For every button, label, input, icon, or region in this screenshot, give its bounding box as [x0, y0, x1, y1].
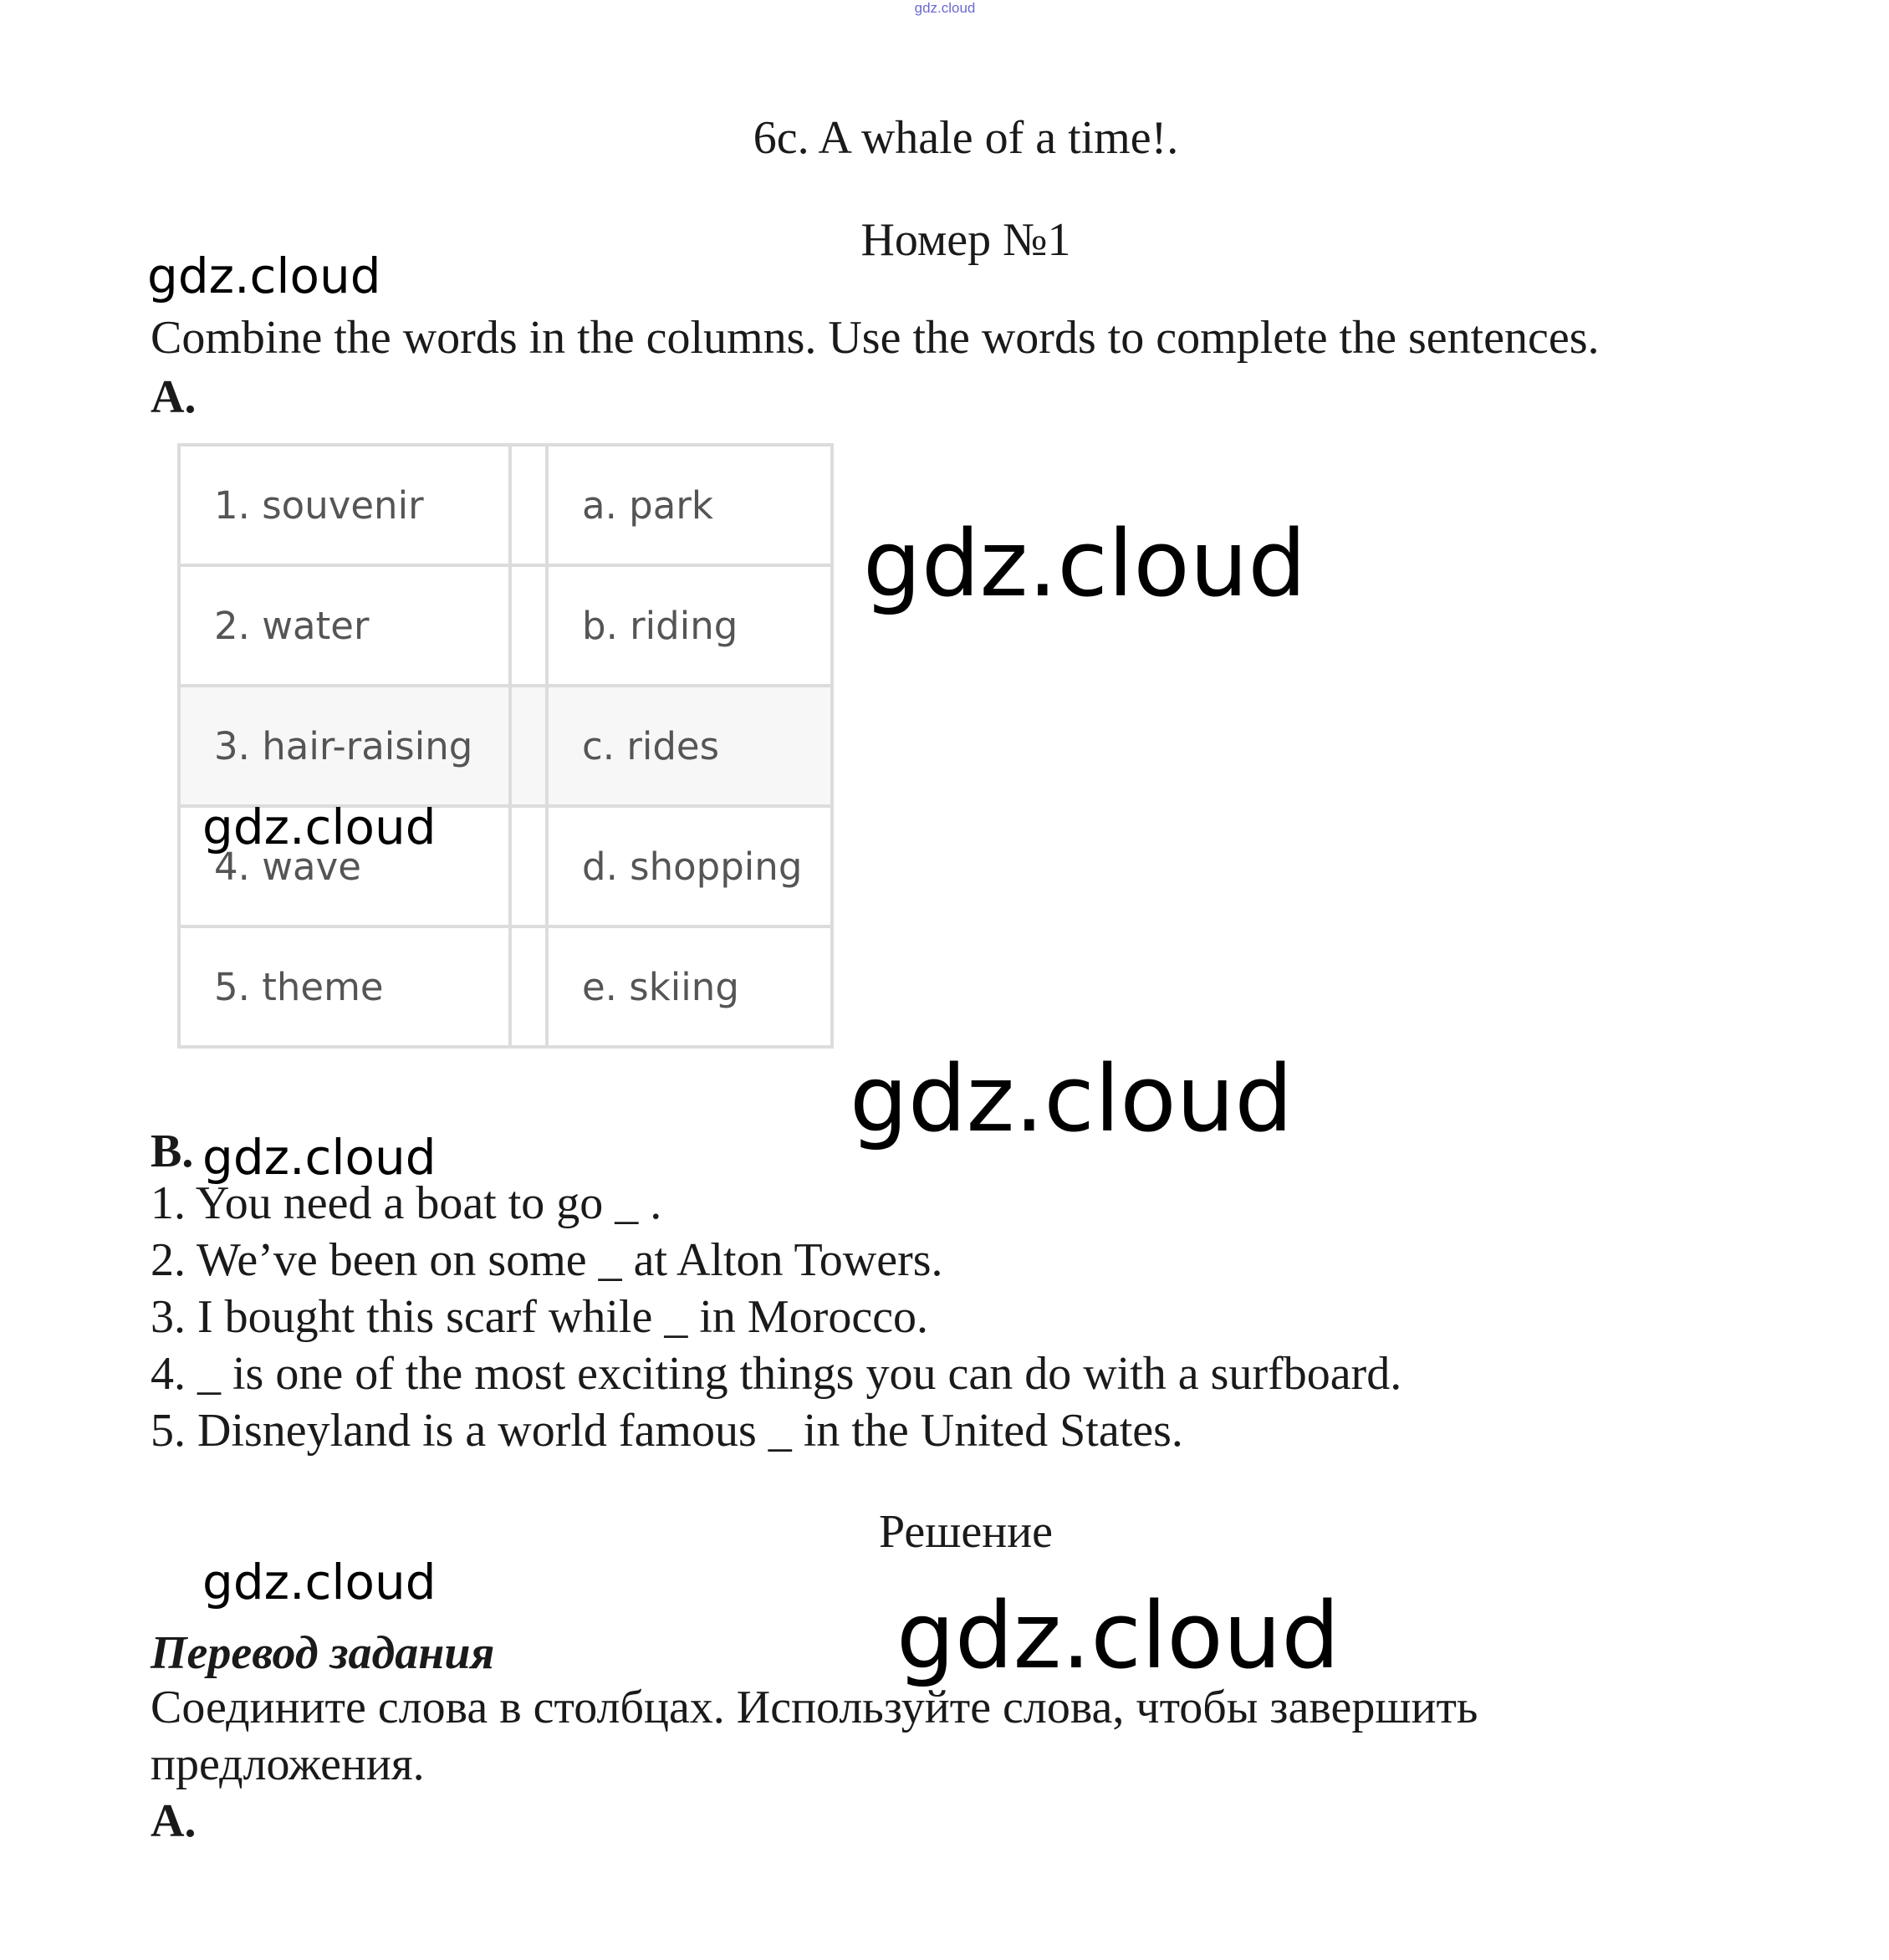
left-column-word: 1. souvenir [179, 445, 510, 565]
right-column-word: d. shopping [547, 806, 832, 926]
middle-column-cell [510, 445, 547, 565]
table-row [179, 926, 832, 1047]
translation-text-line2: предложения. [151, 1738, 425, 1790]
matching-table [177, 443, 834, 1049]
right-column-word: a. park [547, 445, 832, 565]
right-column-word: c. rides [547, 686, 832, 806]
watermark-logo: gdz.cloud [147, 248, 381, 304]
section-b-label: B. [151, 1125, 194, 1177]
right-column-word: e. skiing [547, 926, 832, 1047]
exercise-number: Номер №1 [860, 214, 1071, 266]
right-column-word: b. riding [547, 565, 832, 686]
middle-column-cell [510, 565, 547, 686]
watermark-logo: gdz.cloud [202, 799, 437, 855]
watermark-logo: gdz.cloud [863, 510, 1307, 617]
top-watermark: gdz.cloud [914, 0, 976, 16]
sentence-list [151, 1175, 1401, 1459]
left-column-word: 4. wave [179, 806, 510, 926]
watermark-logo: gdz.cloud [202, 1129, 437, 1186]
list-item: 5. Disneyland is a world famous _ in the United States. [151, 1405, 1183, 1457]
middle-column-cell [510, 806, 547, 926]
left-column-word: 2. water [179, 565, 510, 686]
translation-heading: Перевод задания [151, 1627, 495, 1679]
list-item: 2. We’ve been on some _ at Alton Towers. [151, 1234, 943, 1286]
page-title: 6c. A whale of a time!. [753, 112, 1179, 164]
list-item: 3. I bought this scarf while _ in Morocco. [151, 1291, 929, 1343]
table-row [179, 686, 832, 806]
left-column-word: 5. theme [179, 926, 510, 1047]
middle-column-cell [510, 686, 547, 806]
instruction-text: Combine the words in the columns. Use the words to complete the sentences. [151, 312, 1600, 364]
list-item: 4. _ is one of the most exciting things you can do with a surfboard. [151, 1348, 1402, 1400]
left-column-word: 3. hair-raising [179, 686, 510, 806]
table-row [179, 565, 832, 686]
translation-a-label: A. [151, 1795, 197, 1847]
section-a-label: A. [151, 371, 197, 423]
watermark-logo: gdz.cloud [202, 1554, 437, 1610]
translation-text-line1: Соедините слова в столбцах. Используйте слова, чтобы завершить [151, 1682, 1478, 1733]
watermark-logo: gdz.cloud [896, 1582, 1340, 1689]
middle-column-cell [510, 926, 547, 1047]
solution-heading: Решение [878, 1506, 1054, 1558]
list-item: 1. You need a boat to go _ . [151, 1177, 662, 1229]
watermark-logo: gdz.cloud [850, 1045, 1294, 1152]
table-row [179, 445, 832, 565]
